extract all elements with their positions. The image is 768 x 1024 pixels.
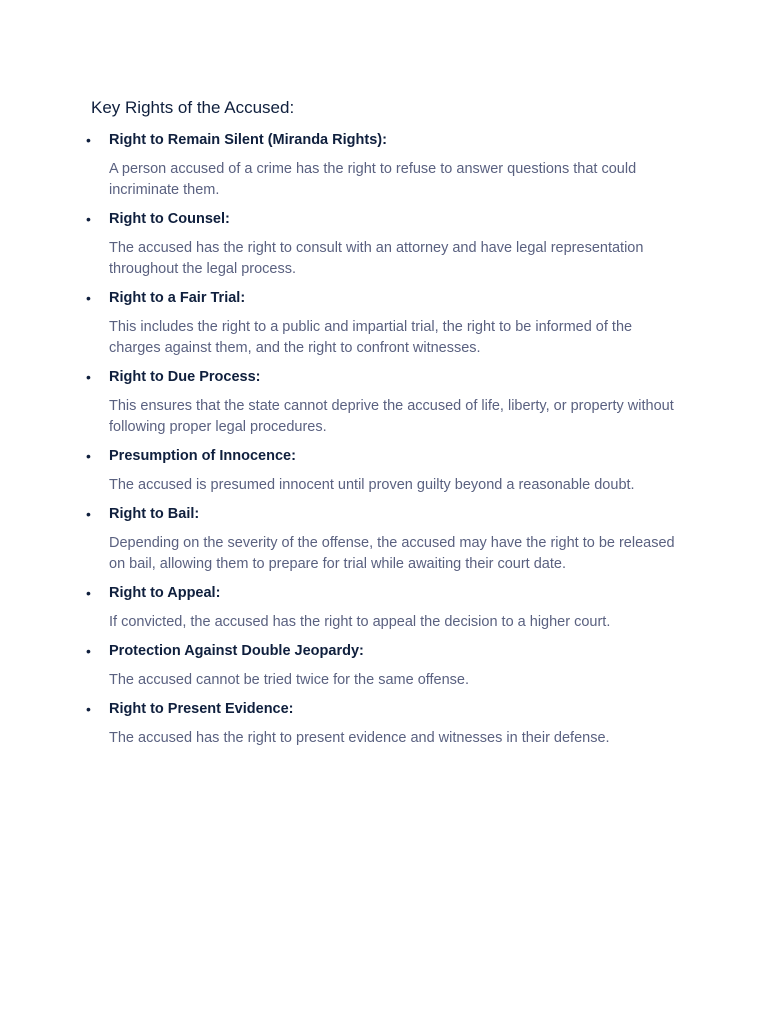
right-description: Depending on the severity of the offense, the accused may have the right to be released on bail, allowing them to prepare for trial while awaiting their court date. — [109, 535, 675, 572]
right-description: This includes the right to a public and impartial trial, the right to be informed of the charges against them, and the right to confront witnesses. — [109, 319, 633, 356]
list-item — [0, 367, 768, 438]
page-title: Key Rights of the Accused: — [91, 98, 295, 117]
list-item — [0, 699, 768, 749]
right-description: A person accused of a crime has the right to refuse to answer questions that could incriminate them. — [109, 161, 637, 198]
list-item — [0, 209, 768, 280]
bullet-icon: • — [86, 448, 91, 464]
bullet-icon: • — [86, 211, 91, 227]
rights-list — [0, 130, 768, 757]
right-description: The accused has the right to consult with an attorney and have legal representation throughout the legal process. — [109, 240, 644, 277]
right-heading: Right to Appeal: — [109, 585, 221, 601]
right-heading: Right to Bail: — [109, 506, 200, 522]
right-heading: Protection Against Double Jeopardy: — [109, 643, 364, 659]
bullet-icon: • — [86, 290, 91, 306]
right-description: The accused has the right to present evidence and witnesses in their defense. — [109, 730, 610, 746]
right-heading: Right to Counsel: — [109, 211, 230, 227]
list-item — [0, 504, 768, 575]
bullet-icon: • — [86, 132, 91, 148]
right-heading: Presumption of Innocence: — [109, 448, 296, 464]
right-heading: Right to Due Process: — [109, 369, 261, 385]
list-item — [0, 583, 768, 633]
right-description: The accused is presumed innocent until proven guilty beyond a reasonable doubt. — [109, 477, 635, 493]
right-description: If convicted, the accused has the right to appeal the decision to a higher court. — [109, 614, 611, 630]
bullet-icon: • — [86, 701, 91, 717]
list-item — [0, 641, 768, 691]
list-item — [0, 130, 768, 201]
list-item — [0, 288, 768, 359]
right-heading: Right to a Fair Trial: — [109, 290, 246, 306]
bullet-icon: • — [86, 643, 91, 659]
list-item — [0, 446, 768, 496]
right-description: This ensures that the state cannot deprive the accused of life, liberty, or property without following proper legal procedures. — [109, 398, 674, 435]
right-heading: Right to Remain Silent (Miranda Rights): — [109, 132, 387, 148]
bullet-icon: • — [86, 369, 91, 385]
right-heading: Right to Present Evidence: — [109, 701, 294, 717]
bullet-icon: • — [86, 585, 91, 601]
right-description: The accused cannot be tried twice for the same offense. — [109, 672, 470, 688]
bullet-icon: • — [86, 506, 91, 522]
